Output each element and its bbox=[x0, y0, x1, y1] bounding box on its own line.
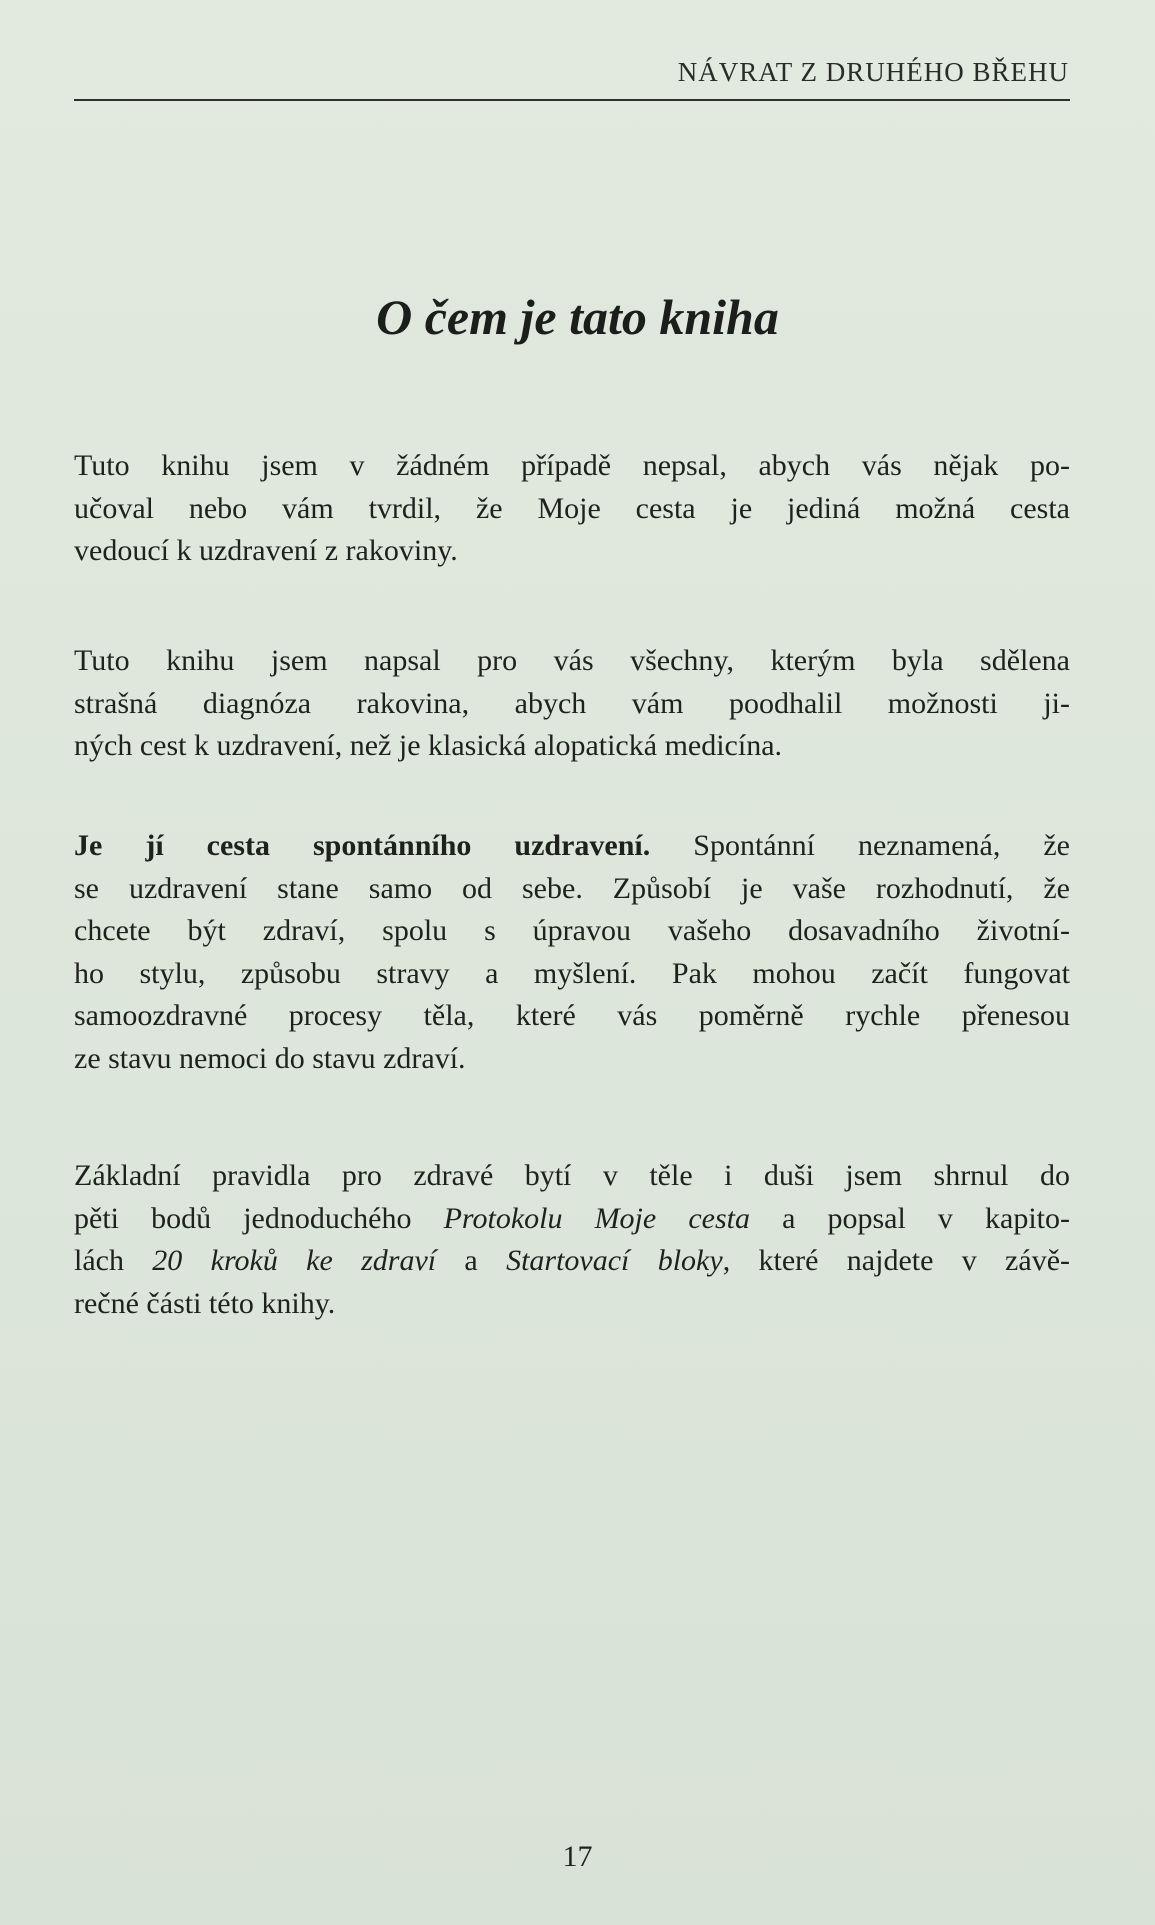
paragraph-3 bbox=[74, 825, 1070, 1080]
paragraph-4-line-1: Základní pravidla pro zdravé bytí v těle i duši jsem shrnul do bbox=[74, 1159, 1070, 1192]
paragraph-2-line-1: Tuto knihu jsem napsal pro vás všechny, kterým byla sdělena bbox=[74, 644, 1070, 677]
paragraph-3-line-6: ze stavu nemoci do stavu zdraví. bbox=[74, 1041, 466, 1075]
chapter-title: O čem je tato kniha bbox=[376, 289, 779, 345]
chapter-ref-starting-blocks-italic: Startovací bloky bbox=[506, 1244, 723, 1277]
paragraph-3-line-1 bbox=[74, 825, 1070, 868]
paragraph-4-line-2-b: a popsal v kapito- bbox=[749, 1201, 1071, 1235]
paragraph-2-line-2: strašná diagnóza rakovina, abych vám poodhalil možnosti ji- bbox=[74, 686, 1070, 720]
paragraph-1-line-2: učoval nebo vám tvrdil, že Moje cesta je jediná možná cesta bbox=[74, 491, 1070, 525]
paragraph-4-line-3-a: lách bbox=[74, 1244, 153, 1277]
paragraph-2 bbox=[74, 640, 1070, 768]
paragraph-3-line-5: samoozdravné procesy těla, které vás poměrně rychle přenesou bbox=[74, 999, 1070, 1032]
header-rule bbox=[74, 99, 1070, 101]
page-number: 17 bbox=[562, 1840, 593, 1873]
paragraph-4-line-3-b: a bbox=[436, 1244, 507, 1277]
paragraph-4-line-3 bbox=[74, 1240, 1070, 1283]
paragraph-3-line-1-rest: Spontánní neznamená, že bbox=[650, 829, 1070, 862]
paragraph-1 bbox=[74, 445, 1070, 573]
paragraph-1-line-3: vedoucí k uzdravení z rakoviny. bbox=[74, 534, 458, 567]
chapter-ref-20-steps-italic: 20 kroků ke zdraví bbox=[152, 1244, 437, 1277]
paragraph-4-line-4: rečné části této knihy. bbox=[74, 1286, 336, 1320]
paragraph-1-line-1: Tuto knihu jsem v žádném případě nepsal, abych vás nějak po- bbox=[74, 449, 1070, 482]
paragraph-3-line-3: chcete být zdraví, spolu s úpravou vašeho dosavadního životní- bbox=[74, 914, 1070, 947]
paragraph-3-bold-lead: Je jí cesta spontánního uzdravení. bbox=[74, 829, 651, 862]
paragraph-3-line-4: ho stylu, způsobu stravy a myšlení. Pak mohou začít fungovat bbox=[74, 956, 1070, 990]
running-header: NÁVRAT Z DRUHÉHO BŘEHU bbox=[677, 57, 1069, 87]
paragraph-4 bbox=[74, 1155, 1070, 1325]
protocol-title-italic: Protokolu Moje cesta bbox=[443, 1201, 750, 1235]
paragraph-4-line-3-c: , které najdete v závě- bbox=[722, 1244, 1070, 1277]
paragraph-2-line-3: ných cest k uzdravení, než je klasická alopatická medicína. bbox=[74, 729, 783, 762]
paragraph-3-line-2: se uzdravení stane samo od sebe. Způsobí je vaše rozhodnutí, že bbox=[74, 871, 1070, 905]
paragraph-4-line-2 bbox=[74, 1198, 1070, 1241]
paragraph-4-line-2-a: pěti bodů jednoduchého bbox=[74, 1201, 444, 1235]
